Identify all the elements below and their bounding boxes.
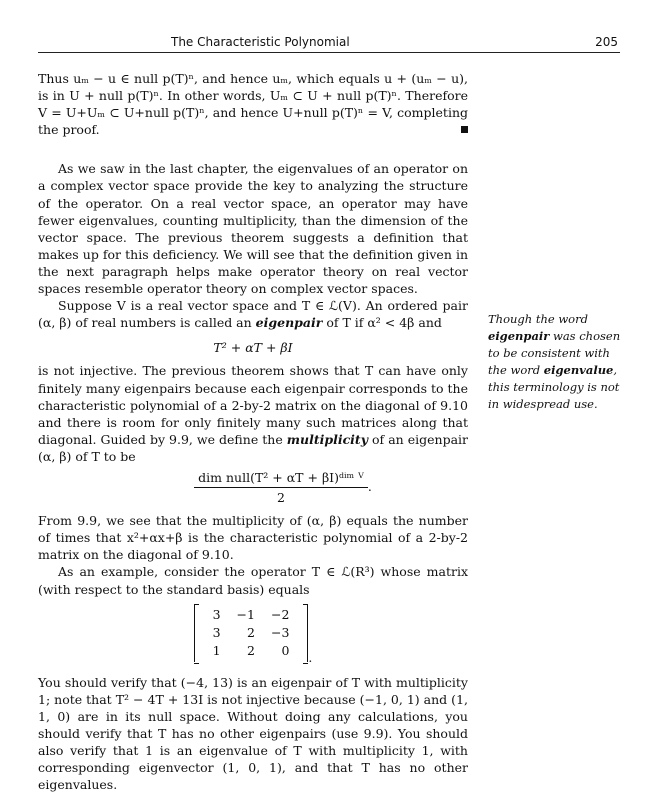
multiplicity-remark: From 9.9, we see that the multiplicity of (α, β) equals the number of times that x²+αx+β is the characteristic polynomial of a 2-by-2 matrix on the diagonal of 9.10. xyxy=(38,513,468,563)
matrix-cell: −2 xyxy=(270,607,290,623)
matrix-cell: 1 xyxy=(212,643,221,659)
term-eigenpair: eigenpair xyxy=(255,315,323,331)
text-span: was chosen to be consistent with the word xyxy=(488,329,621,377)
example-paragraph: As an example, consider the operator T ∈ ℒ(R³) whose matrix (with respect to the standard basis) equals xyxy=(38,564,468,597)
main-text-column xyxy=(38,70,468,793)
matrix-cell: 3 xyxy=(212,625,221,641)
matrix-cell: 2 xyxy=(247,625,255,641)
matrix-display: 3 −1 −2 3 2 −3 1 2 0 . xyxy=(38,604,468,666)
text-span: , this terminology is not in widespread use. xyxy=(488,363,620,411)
paragraph-text: Thus uₘ − u ∈ null p(T)ⁿ, and hence uₘ, which equals u + (uₘ − u), is in U + null p(T)ⁿ. In other words, Uₘ ⊂ U + null p(T)ⁿ. Therefore V = U+Uₘ ⊂ U+null p(T)ⁿ, and hence U+null p(T)ⁿ = V, completing the proof. xyxy=(38,71,468,138)
margin-note xyxy=(488,311,628,413)
multiplicity-definition xyxy=(38,362,468,465)
matrix-cell: 3 xyxy=(212,607,221,623)
text-span: of T if α² < 4β and xyxy=(322,315,442,331)
text-span: Suppose V is a real vector space and T ∈ ℒ(V). An ordered pair (α, β) of real numbers is called an xyxy=(38,298,468,331)
matrix-cell: −3 xyxy=(270,625,290,641)
eigenpair-definition xyxy=(38,297,468,331)
matrix-cell: 2 xyxy=(247,643,255,659)
text-span: of an eigenpair (α, β) of T to be xyxy=(38,431,468,464)
fraction xyxy=(194,469,368,506)
chapter-title: The Characteristic Polynomial xyxy=(171,35,350,49)
display-equation: T² + αT + βI xyxy=(213,340,293,356)
multiplicity-formula: $\frac{\text{dim null(T² + αT + βI)ᵈⁱᵐ ⱽ}}{2}$ . xyxy=(98,469,468,506)
fraction-numerator: dim null(T² + αT + βI)ᵈⁱᵐ ⱽ xyxy=(194,469,368,488)
qed-square-icon xyxy=(461,126,468,133)
proof-ending-paragraph xyxy=(38,70,468,138)
intro-paragraph: As we saw in the last chapter, the eigenvalues of an operator on a complex vector space provide the key to analyzing the structure of the operator. On a real vector space, an operator may have fewer eigenvalues, counting multiplicity, than the dimension of the vector space. The previous theorem suggests a definition that makes up for this deficiency. We will see that the definition given in the next paragraph helps make operator theory on real vector spaces resemble operator theory on complex vector spaces. xyxy=(38,161,468,297)
running-header xyxy=(38,34,620,53)
text-span: Though the word xyxy=(488,312,588,326)
fraction-denominator: 2 xyxy=(277,490,285,506)
text-span: is not injective. The previous theorem shows that T can have only finitely many eigenpairs because each eigenpair corresponds to the characteristic polynomial of a 2-by-2 matrix on the diagonal of 9.10 and there is room for only finitely many such matrices along that diagonal. Guided by 9.9, we define the xyxy=(38,363,468,447)
matrix-cell: 0 xyxy=(281,643,290,659)
matrix-cell: −1 xyxy=(236,607,255,623)
term-multiplicity: multiplicity xyxy=(286,431,368,447)
matrix-table xyxy=(205,606,298,660)
matrix xyxy=(194,604,309,662)
term-eigenvalue-note: eigenvalue xyxy=(543,363,614,377)
page-number: 205 xyxy=(595,35,618,49)
term-eigenpair-note: eigenpair xyxy=(488,329,550,343)
verification-paragraph: You should verify that (−4, 13) is an eigenpair of T with multiplicity 1; note that T² − 4T + 13I is not injective because (−1, 0, 1) and (1, 1, 0) are in its null space. Without doing any calculations, you should verify that T has no other eigenpairs (use 9.9). You should also verify that 1 is an eigenvalue of T with multiplicity 1, with corresponding eigenvector (1, 0, 1), and that T has no other eigenvalues. xyxy=(38,674,468,793)
